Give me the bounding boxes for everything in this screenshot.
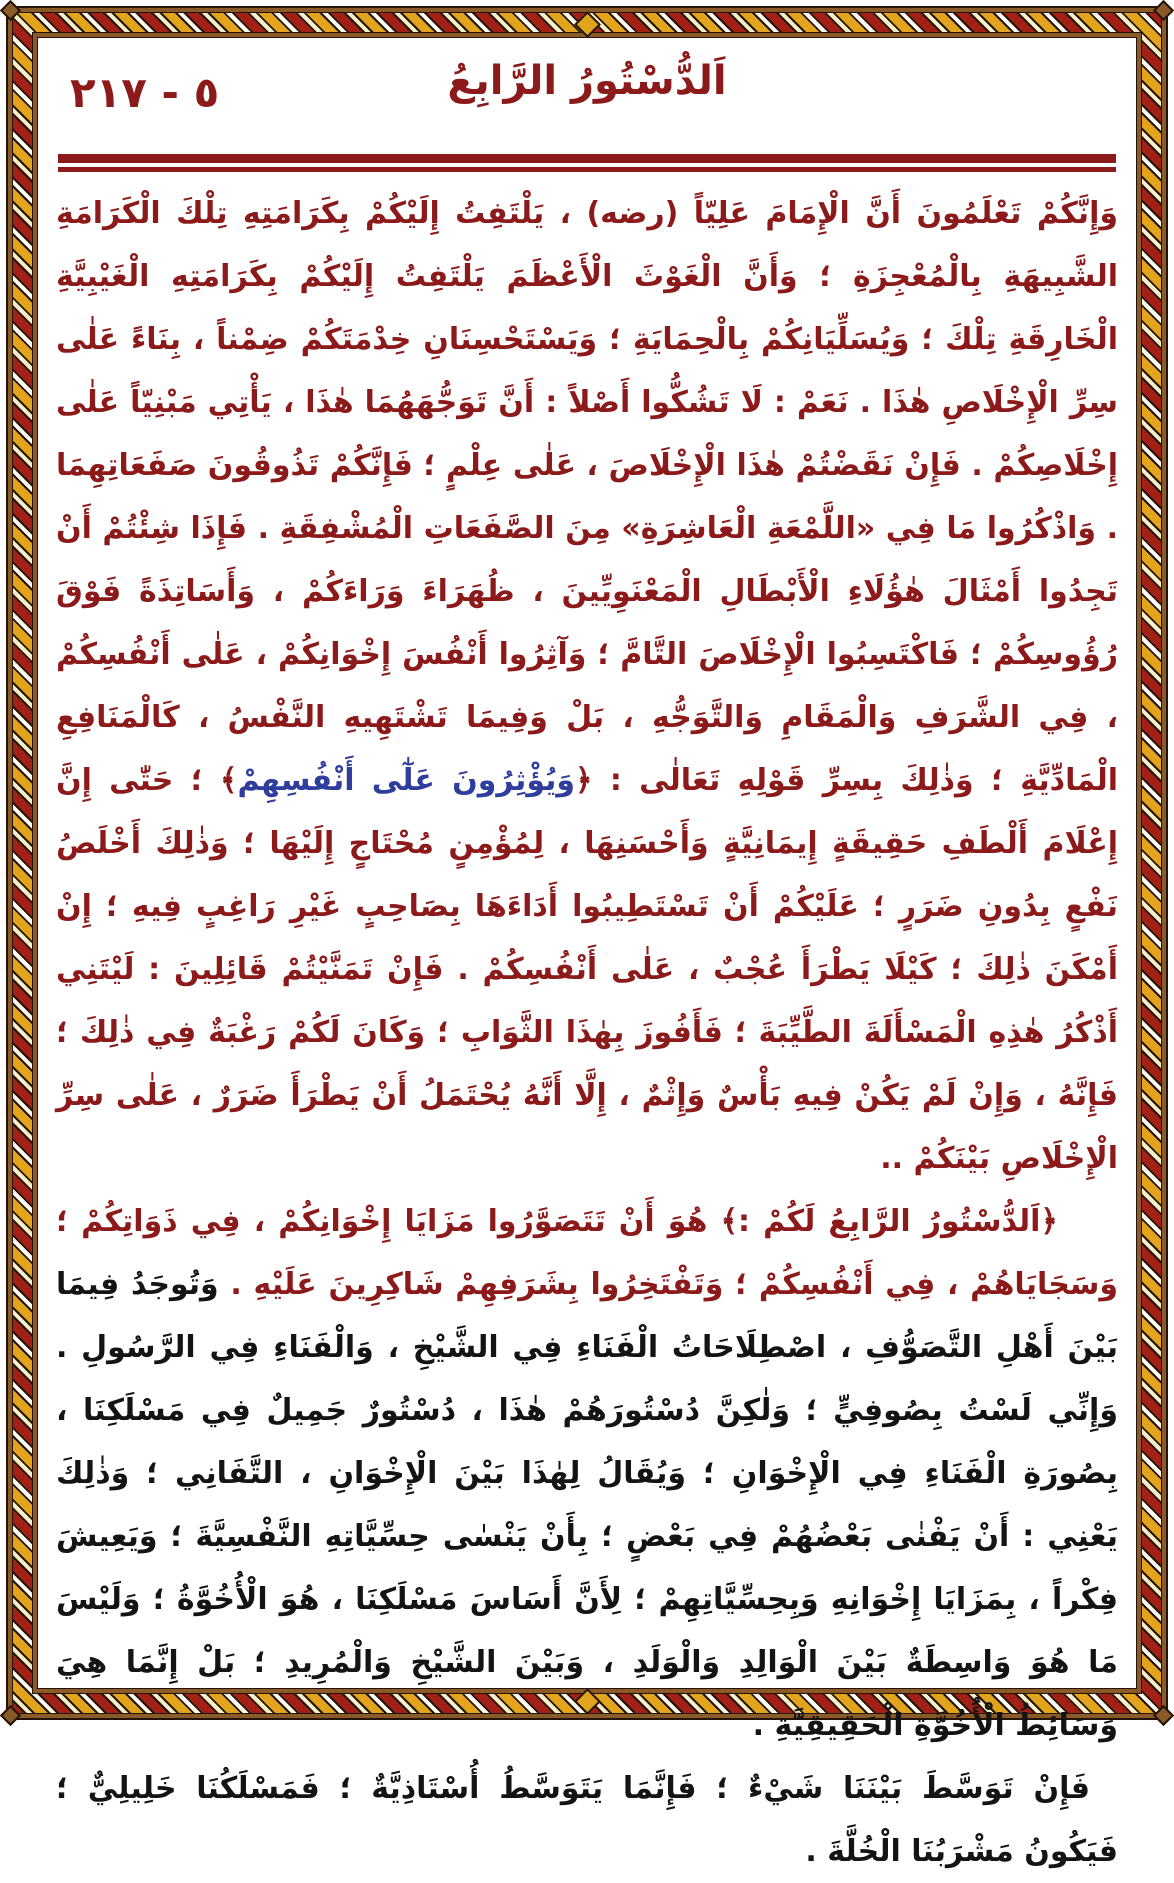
paragraph-2 xyxy=(56,1190,1118,1757)
heading-open-bracket: ﴿ xyxy=(1040,1204,1058,1239)
quran-verse-text: وَيُؤْثِرُونَ عَلٰٓى أَنْفُسِهِمْ xyxy=(237,763,576,798)
page-content xyxy=(56,46,1118,1869)
paragraph-3 xyxy=(56,1757,1118,1883)
verse-close-bracket: ﴾ xyxy=(219,763,238,798)
paragraph-3-text: فَإِنْ تَوَسَّطَ بَيْنَنَا شَيْءٌ ؛ فَإِنَّمَا يَتَوَسَّطُ أُسْتَاذِيَّةٌ ؛ فَمَسْلَكُنَا خَلِيلِيٌّ ؛ فَيَكُونُ مَشْرَبُنَا الْخُلَّةَ . xyxy=(56,1771,1118,1869)
corner-diamond-icon xyxy=(1153,1705,1174,1726)
corner-diamond-icon xyxy=(0,0,21,21)
heading-close-bracket: ﴾ xyxy=(720,1204,739,1239)
paragraph-2-black-segment: وَتُوجَدُ فِيمَا بَيْنَ أَهْلِ التَّصَوُّفِ ، اصْطِلَاحَاتُ الْفَنَاءِ فِي الشَّيْخِ ، وَالْفَنَاءِ فِي الرَّسُولِ . وَإِنِّي لَسْتُ بِصُوفِيٍّ ؛ وَلٰكِنَّ دُسْتُورَهُمْ هٰذَا ، دُسْتُورٌ جَمِيلٌ فِي مَسْلَكِنَا ، بِصُورَةِ الْفَنَاءِ فِي الْإِخْوَانِ ؛ وَيُقَالُ لِهٰذَا بَيْنَ الْإِخْوَانِ ، التَّفَانِي ؛ وَذٰلِكَ يَعْنِي : أَنْ يَفْنٰى بَعْضُهُمْ فِي بَعْضٍ ؛ بِأَنْ يَنْسٰى حِسِّيَّاتِهِ النَّفْسِيَّةَ ؛ وَيَعِيشَ فِكْراً ، بِمَزَايَا إِخْوَانِهِ وَبِحِسِّيَّاتِهِمْ ؛ لِأَنَّ أَسَاسَ مَسْلَكِنَا ، هُوَ الْأُخُوَّةُ ؛ وَلَيْسَ مَا هُوَ وَاسِطَةٌ بَيْنَ الْوَالِدِ وَالْوَلَدِ ، وَبَيْنَ الشَّيْخِ وَالْمُرِيدِ ؛ بَلْ إِنَّمَا هِيَ وَسَائِطُ الْأُخُوَّةِ الْحَقِيقِيَّةِ . xyxy=(56,1267,1118,1743)
corner-diamond-icon xyxy=(1153,0,1174,21)
verse-open-bracket: ﴿ xyxy=(575,763,593,798)
paragraph-2-red-segment: هُوَ أَنْ تَتَصَوَّرُوا مَزَايَا إِخْوَانِكُمْ ، فِي ذَوَاتِكُمْ ؛ وَسَجَايَاهُمْ ، فِي أَنْفُسِكُمْ ؛ وَتَفْتَخِرُوا بِشَرَفِهِمْ شَاكِرِينَ عَلَيْهِ . xyxy=(56,1204,1118,1302)
page-title: اَلدُّسْتُورُ الرَّابِعُ xyxy=(447,58,727,104)
page-header xyxy=(56,46,1118,150)
paragraph-1 xyxy=(56,182,1118,1190)
page-number: ٥ - ٢١٧ xyxy=(70,68,220,117)
body-text xyxy=(56,182,1118,1883)
paragraph-1-pre-verse: وَإِنَّكُمْ تَعْلَمُونَ أَنَّ الْإِمَامَ عَلِيّاً (رضه) ، يَلْتَفِتُ إِلَيْكُمْ بِكَرَامَتِهِ تِلْكَ الْكَرَامَةِ الشَّبِيهَةِ بِالْمُعْجِزَةِ ؛ وَأَنَّ الْغَوْثَ الْأَعْظَمَ يَلْتَفِتُ إِلَيْكُمْ بِكَرَامَتِهِ الْغَيْبِيَّةِ الْخَارِقَةِ تِلْكَ ؛ وَيُسَلِّيَانِكُمْ بِالْحِمَايَةِ ؛ وَيَسْتَحْسِنَانِ خِدْمَتَكُمْ ضِمْناً ، بِنَاءً عَلٰى سِرِّ الْإِخْلَاصِ هٰذَا . نَعَمْ : لَا تَشُكُّوا أَصْلاً : أَنَّ تَوَجُّهَهُمَا هٰذَا ، يَأْتِي مَبْنِيّاً عَلٰى إِخْلَاصِكُمْ . فَإِنْ نَقَضْتُمْ هٰذَا الْإِخْلَاصَ ، عَلٰى عِلْمٍ ؛ فَإِنَّكُمْ تَذُوقُونَ صَفَعَاتِهِمَا . وَاذْكُرُوا مَا فِي «اللَّمْعَةِ الْعَاشِرَةِ» مِنَ الصَّفَعَاتِ الْمُشْفِقَةِ . فَإِذَا شِئْتُمْ أَنْ تَجِدُوا أَمْثَالَ هٰؤُلَاءِ الْأَبْطَالِ الْمَعْنَوِيِّينَ ، ظُهَرَاءَ وَرَاءَكُمْ ، وَأَسَاتِذَةً فَوْقَ رُؤُوسِكُمْ ؛ فَاكْتَسِبُوا الْإِخْلَاصَ التَّامَّ ؛ وَآثِرُوا أَنْفُسَ إِخْوَانِكُمْ ، عَلٰى أَنْفُسِكُمْ ، فِي الشَّرَفِ وَالْمَقَامِ وَالتَّوَجُّهِ ، بَلْ وَفِيمَا تَشْتَهِيهِ النَّفْسُ ، كَالْمَنَافِعِ الْمَادِّيَّةِ ؛ وَذٰلِكَ بِسِرِّ قَوْلِهِ تَعَالٰى : xyxy=(56,196,1118,798)
corner-diamond-icon xyxy=(0,1705,21,1726)
header-double-rule xyxy=(58,154,1116,172)
fourth-principle-heading: اَلدُّسْتُورُ الرَّابِعُ لَكُمْ : xyxy=(738,1204,1041,1239)
paragraph-1-post-verse: ؛ حَتّٰى إِنَّ إِعْلَامَ أَلْطَفِ حَقِيقَةٍ إِيمَانِيَّةٍ وَأَحْسَنِهَا ، لِمُؤْمِنٍ مُحْتَاجٍ إِلَيْهَا ؛ وَذٰلِكَ أَخْلَصُ نَفْعٍ بِدُونِ ضَرَرٍ ؛ عَلَيْكُمْ أَنْ تَسْتَطِيبُوا أَدَاءَهَا بِصَاحِبٍ غَيْرِ رَاغِبٍ فِيهِ ؛ إِنْ أَمْكَنَ ذٰلِكَ ؛ كَيْلَا يَطْرَأَ عُجْبٌ ، عَلٰى أَنْفُسِكُمْ . فَإِنْ تَمَنَّيْتُمْ قَائِلِينَ : لَيْتَنِي أَذْكُرُ هٰذِهِ الْمَسْأَلَةَ الطَّيِّبَةَ ؛ فَأَفُوزَ بِهٰذَا الثَّوَابِ ؛ وَكَانَ لَكُمْ رَغْبَةٌ فِي ذٰلِكَ ؛ فَإِنَّهُ ، وَإِنْ لَمْ يَكُنْ فِيهِ بَأْسٌ وَإِثْمٌ ، إِلَّا أَنَّهُ يُحْتَمَلُ أَنْ يَطْرَأَ ضَرَرٌ ، عَلٰى سِرِّ الْإِخْلَاصِ بَيْنَكُمْ .. xyxy=(56,763,1118,1176)
